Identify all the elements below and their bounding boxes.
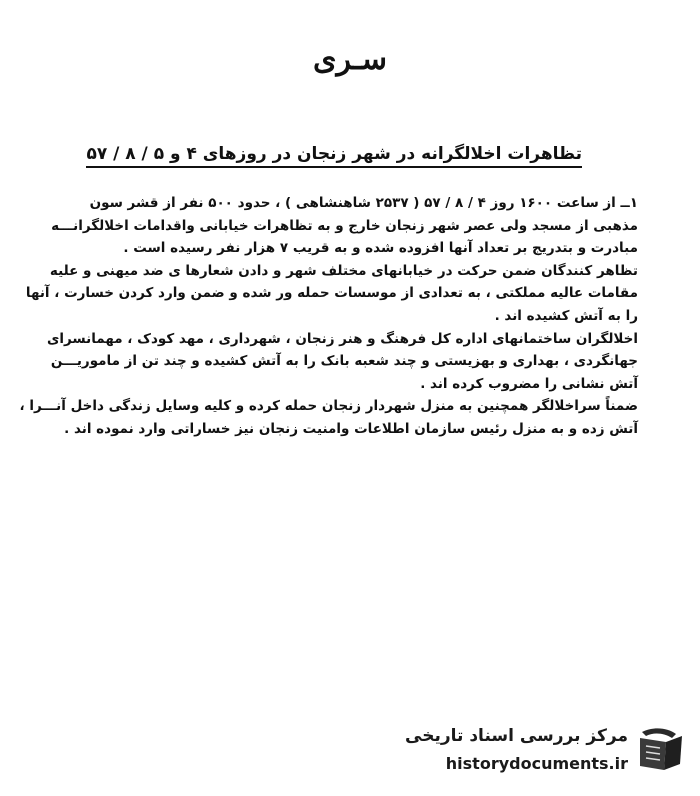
watermark-url: historydocuments.ir [445,754,628,773]
body-line: را به آتش کشیده اند . [494,307,638,324]
body-line: مذهبی از مسجد ولی عصر شهر زنجان خارج و به تظاهرات خیابانی واقدامات اخلالگرانـــه [51,217,638,234]
document-center-logo-icon [636,724,686,776]
document-body [19,192,638,441]
body-line: ۱ــ از ساعت ۱۶۰۰ روز ۴ / ۸ / ۵۷ ( ۲۵۳۷ شاهنشاهی ) ، حدود ۵۰۰ نفر از قشر سون [89,195,638,211]
body-line: جهانگردی ، بهداری و بهزیستی و چند شعبه بانک را به آتش کشیده و چند تن از ماموریـــن [50,353,638,370]
document-title: تظاهرات اخلالگرانه در شهر زنجان در روزهای ۴ و ۵ / ۸ / ۵۷ [86,144,582,168]
body-line: مقامات عالیه مملکتی ، به تعدادی از موسسات حمله ور شده و ضمن وارد کردن خسارت ، آنها [25,285,638,302]
body-line: آتش زده و به منزل رئیس سازمان اطلاعات وامنیت زنجان نیز خساراتی وارد نموده اند . [64,420,638,437]
body-line: آتش نشانی را مضروب کرده اند . [420,375,638,392]
watermark-organization-name: مرکز بررسی اسناد تاریخی [405,726,628,746]
body-line: مبادرت و بتدریج بر تعداد آنها افزوده شده و به قریب ۷ هزار نفر رسیده است . [123,240,638,257]
watermark [406,720,686,782]
body-line: اخلالگران ساختمانهای اداره کل فرهنگ و هنر زنجان ، شهرداری ، مهد کودک ، مهمانسرای [47,330,638,347]
classification-heading: سـرى [313,42,387,77]
body-line: ضمناً سراخلالگر همچنین به منزل شهردار زنجان حمله کرده و کلیه وسایل زندگی داخل آنـــرا ، [19,398,638,415]
body-line: تظاهر کنندگان ضمن حرکت در خیابانهای مختلف شهر و دادن شعارها ی ضد میهنی و علیه [49,262,638,279]
